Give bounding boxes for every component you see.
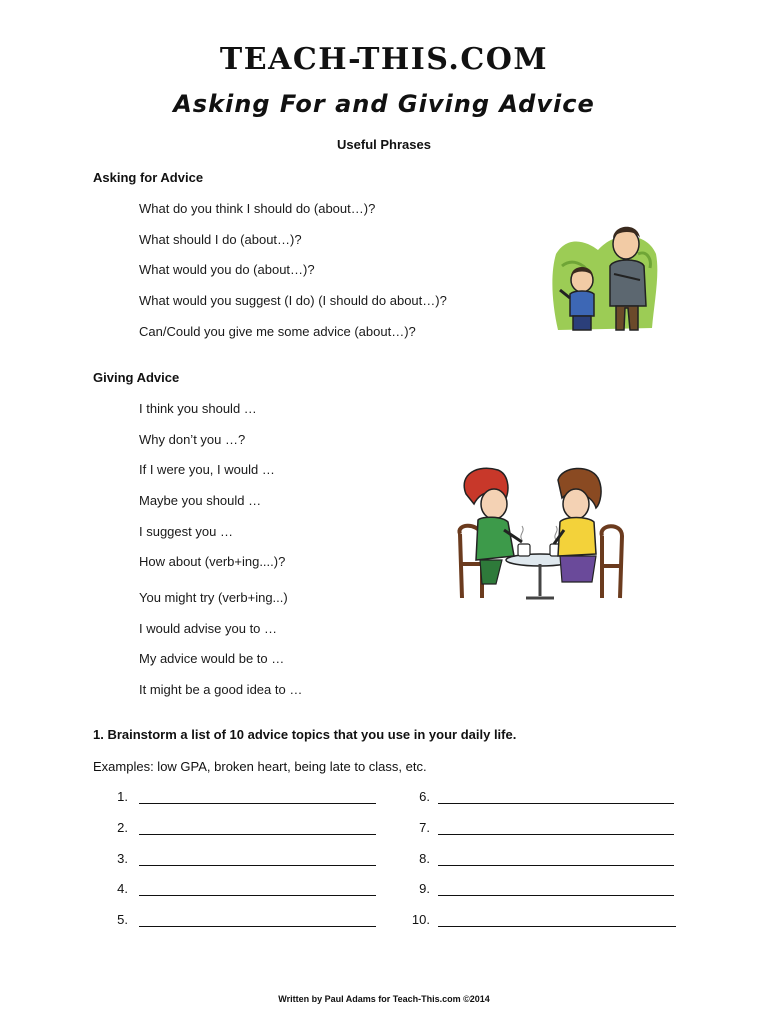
blank-number: 10.	[411, 912, 430, 927]
answer-line[interactable]	[438, 803, 674, 804]
giving-phrase: I think you should …	[139, 401, 257, 416]
answer-line[interactable]	[139, 803, 376, 804]
answer-blank-10[interactable]	[394, 912, 684, 930]
asking-heading: Asking for Advice	[93, 170, 204, 185]
answer-blank-7[interactable]	[394, 820, 684, 838]
answer-blank-8[interactable]	[394, 851, 684, 869]
asking-phrase: What should I do (about…)?	[139, 232, 302, 247]
answer-line[interactable]	[139, 865, 376, 866]
site-title: TEACH-THIS.COM	[219, 42, 549, 77]
asking-phrase: What do you think I should do (about…)?	[139, 201, 376, 216]
two-women-cafe-icon	[452, 464, 628, 604]
answer-line[interactable]	[438, 865, 674, 866]
blank-number: 7.	[419, 820, 430, 835]
giving-phrase: Why don’t you …?	[139, 432, 246, 447]
blank-number: 3.	[117, 851, 128, 866]
subtitle: Useful Phrases	[337, 137, 431, 152]
answer-line[interactable]	[139, 926, 376, 927]
blank-number: 9.	[419, 881, 430, 896]
man-and-boy-icon	[548, 214, 660, 334]
answer-blank-4[interactable]	[92, 881, 382, 899]
giving-phrase: It might be a good idea to …	[139, 682, 303, 697]
giving-phrase: If I were you, I would …	[139, 462, 275, 477]
task-instruction: 1. Brainstorm a list of 10 advice topics that you use in your daily life.	[93, 727, 517, 742]
asking-phrase: Can/Could you give me some advice (about…)?	[139, 324, 416, 339]
blank-number: 4.	[117, 881, 128, 896]
answer-line[interactable]	[438, 926, 676, 927]
asking-phrase: What would you suggest (I do) (I should do about…)?	[139, 293, 447, 308]
answer-blank-9[interactable]	[394, 881, 684, 899]
answer-blank-3[interactable]	[92, 851, 382, 869]
answer-blank-6[interactable]	[394, 789, 684, 807]
blank-number: 8.	[419, 851, 430, 866]
page-title: Asking For and Giving Advice	[173, 90, 595, 118]
giving-heading: Giving Advice	[93, 370, 180, 385]
answer-line[interactable]	[438, 895, 674, 896]
answer-line[interactable]	[139, 834, 376, 835]
examples-text: Examples: low GPA, broken heart, being late to class, etc.	[93, 759, 427, 774]
giving-phrase: I would advise you to …	[139, 621, 278, 636]
giving-phrase: Maybe you should …	[139, 493, 262, 508]
answer-blank-1[interactable]	[92, 789, 382, 807]
blank-number: 6.	[419, 789, 430, 804]
answer-line[interactable]	[139, 895, 376, 896]
asking-phrase: What would you do (about…)?	[139, 262, 315, 277]
answer-line[interactable]	[438, 834, 674, 835]
answer-blank-5[interactable]	[92, 912, 382, 930]
answer-blank-2[interactable]	[92, 820, 382, 838]
blank-number: 5.	[117, 912, 128, 927]
blank-number: 2.	[117, 820, 128, 835]
footer-credit: Written by Paul Adams for Teach-This.com ©2014	[278, 994, 490, 1004]
giving-phrase: You might try (verb+ing...)	[139, 590, 288, 605]
giving-phrase: My advice would be to …	[139, 651, 285, 666]
giving-phrase: I suggest you …	[139, 524, 233, 539]
giving-phrase: How about (verb+ing....)?	[139, 554, 286, 569]
blank-number: 1.	[117, 789, 128, 804]
